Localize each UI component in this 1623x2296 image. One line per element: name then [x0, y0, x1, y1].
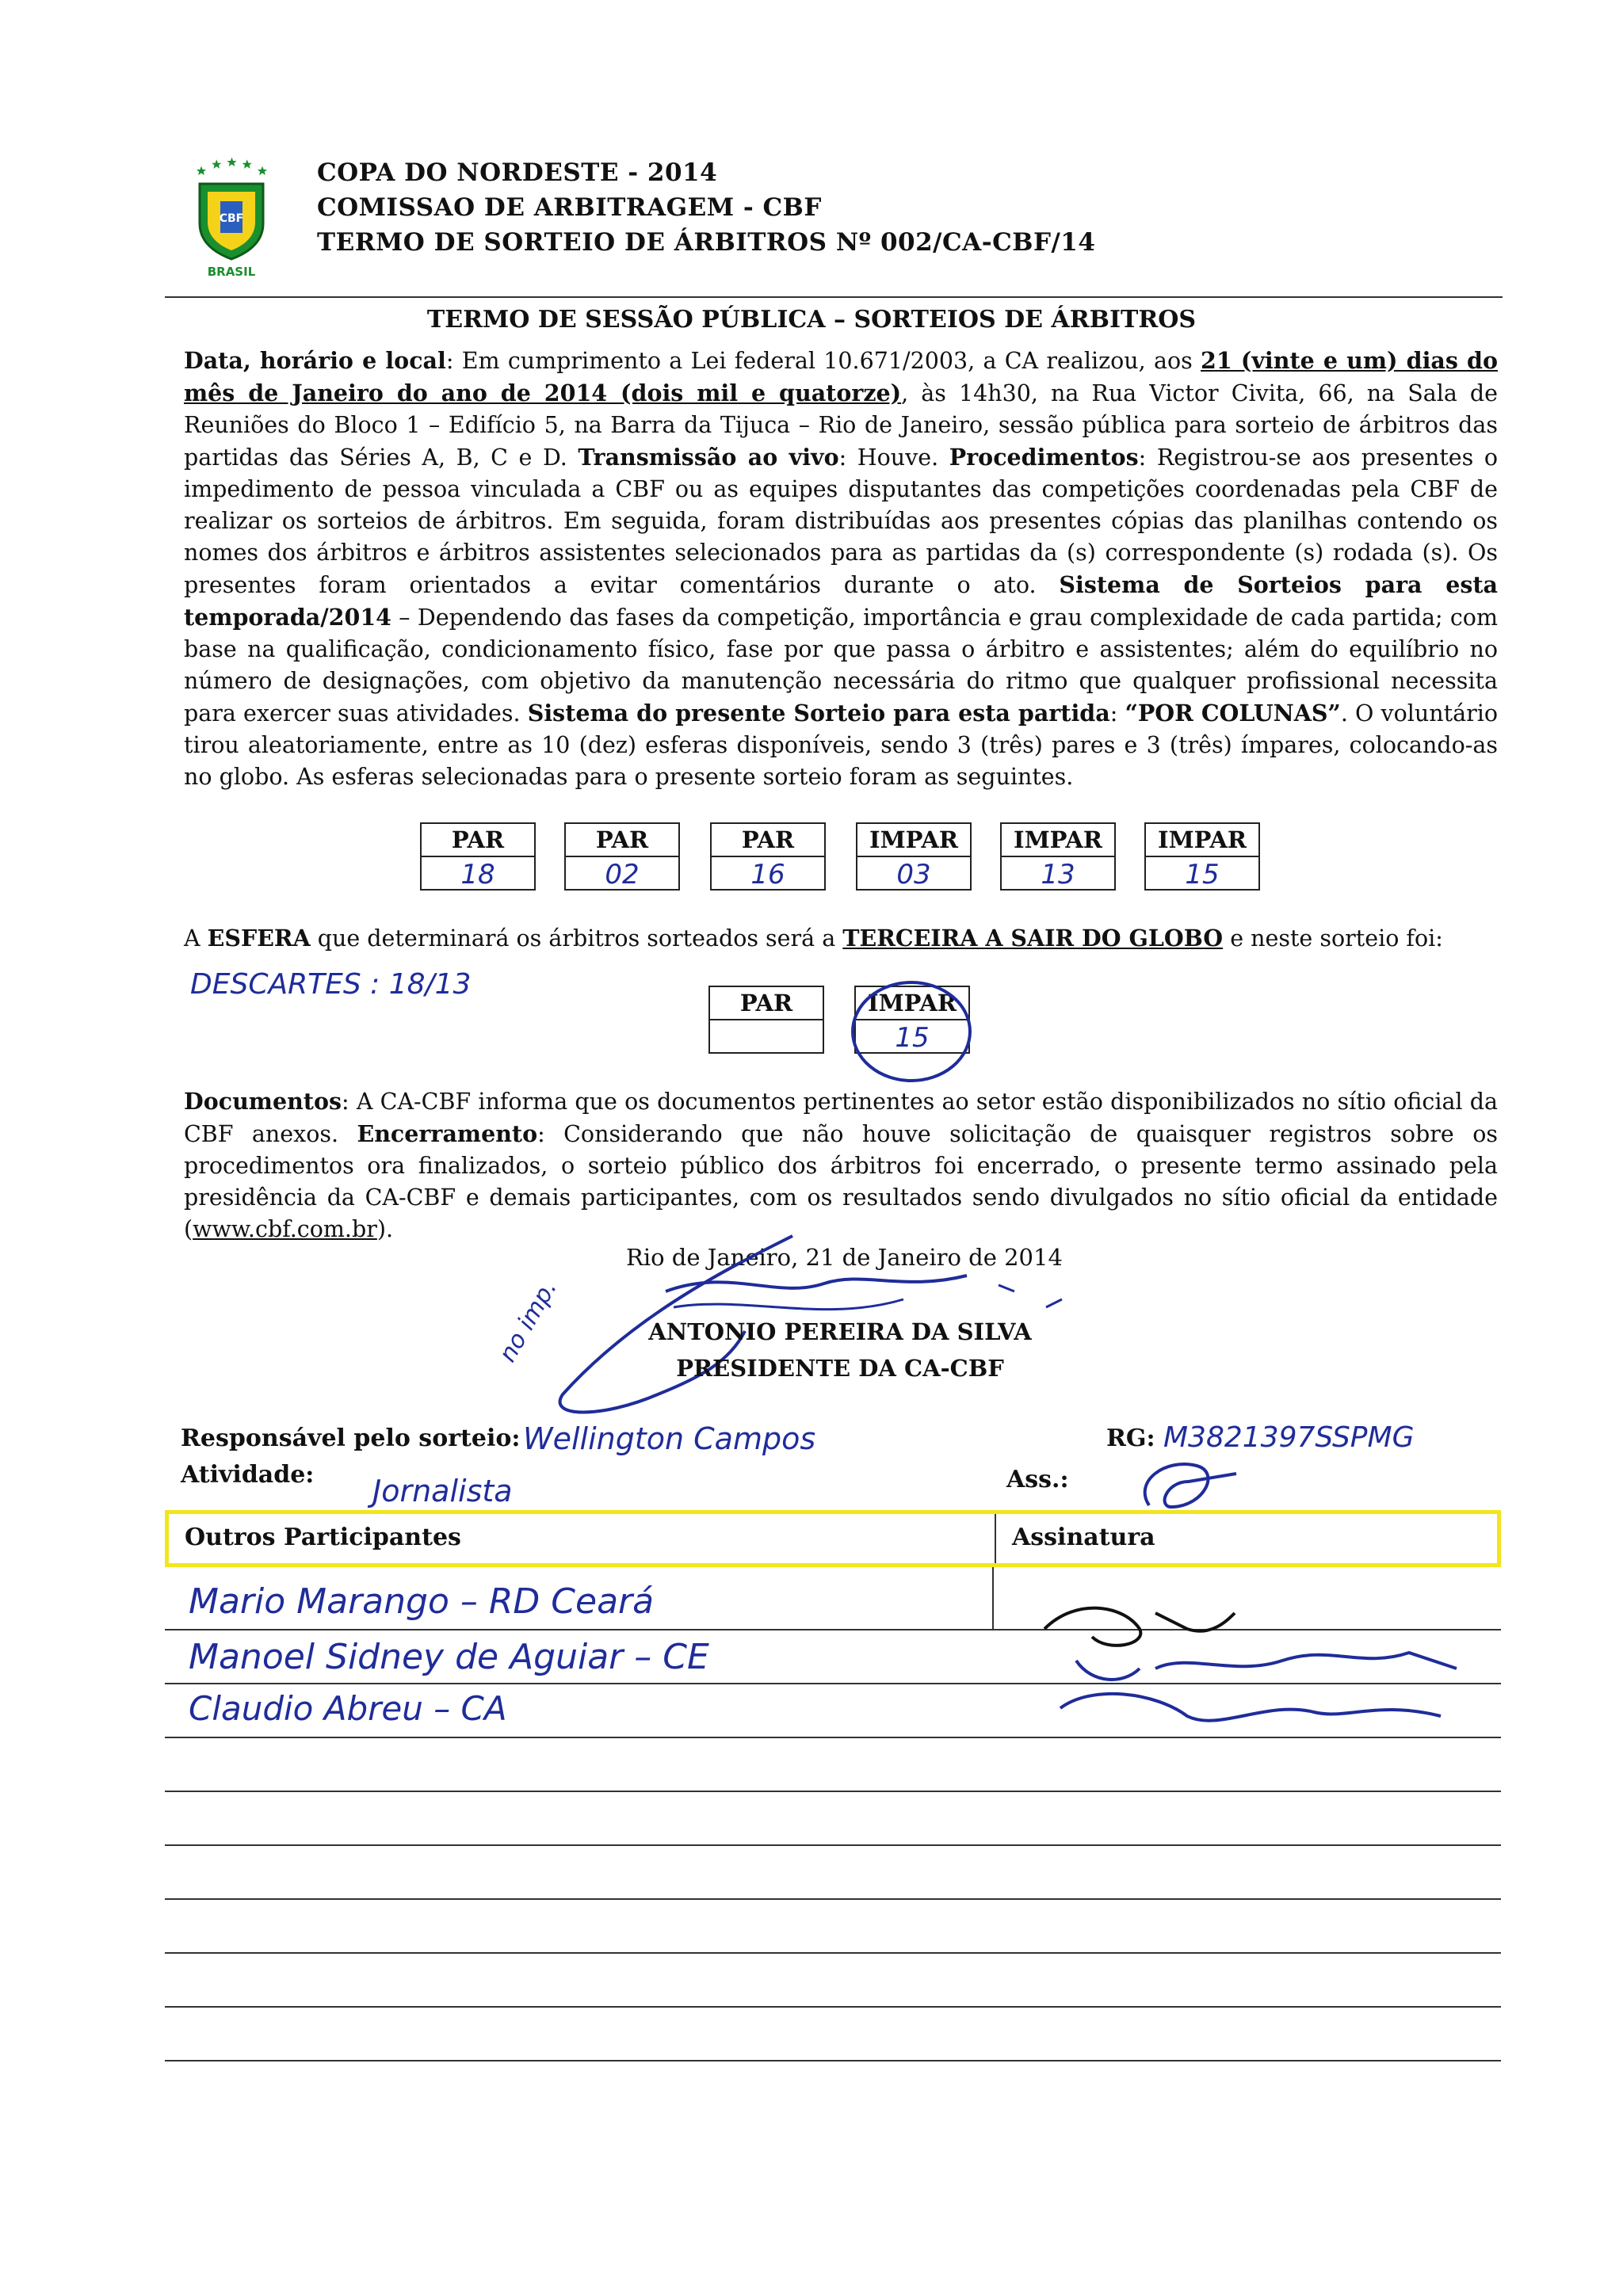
session-paragraph: Data, horário e local: Em cumprimento a Lei federal 10.671/2003, a CA realizou, aos 21 (vinte e um) dias do mês de Janeiro do ano de 2014 (dois mil e quatorze), às 14h30, na Rua Victor Civita, 66, na Sala de Reuniões do Bloco 1 – Edifício 5, na Barra da Tijuca – Rio de Janeiro, sessão pública para sorteio de árbitros das partidas das Séries A, B, C e D. Transmissão ao vivo: Houve. Procedimentos: Registrou-se aos presentes o impedimento de pessoa vinculada a CBF ou as equipes disputantes das competições coordenadas pela CBF de realizar os sorteios de árbitros. Em seguida, foram distribuídas aos presentes cópias das planilhas contendo os nomes dos árbitros e árbitros assistentes selecionados para as partidas da (s) correspondente (s) rodada (s). Os presentes foram orientados a evitar comentários durante o ato. Sistema de Sorteios para esta temporada/2014 – Dependendo das fases da competição, importância e grau complexidade de cada partida; com base na qualificação, condicionamento físico, fase por que passa o árbitro e assistentes; além do equilíbrio no número de designações, com objetivo da manutenção necessária do ritmo que qualquer profissional necessita para exercer suas atividades. Sistema do presente Sorteio para esta partida: “POR COLUNAS”. O voluntário tirou aleatoriamente, entre as 10 (dez) esferas disponíveis, sendo 3 (três) pares e 3 (três) ímpares, colocando-as no globo. As esferas selecionadas para o presente sorteio foram as seguintes.	[184, 347, 1499, 790]
label-sistema: Sistema de Sorteios para esta temporada/2014	[184, 571, 1499, 631]
ball-box: PAR 16	[710, 822, 826, 891]
header-line-1: COPA DO NORDESTE - 2014	[317, 158, 718, 187]
ass-label: Ass.:	[1006, 1466, 1069, 1493]
col-assinatura: Assinatura	[1012, 1524, 1155, 1551]
participant-row: Mario Marango – RD Ceará	[189, 1581, 655, 1622]
ball-box: PAR 18	[420, 822, 536, 891]
atividade-value: Jornalista	[372, 1474, 513, 1508]
participant-row: Manoel Sidney de Aguiar – CE	[189, 1637, 709, 1677]
section-title: TERMO DE SESSÃO PÚBLICA – SORTEIOS DE ÁRBITROS	[426, 306, 1197, 334]
logo-text: BRASIL	[207, 265, 256, 279]
participants-header-row	[165, 1510, 1501, 1567]
svg-text:CBF: CBF	[219, 212, 244, 225]
ball-box: IMPAR 03	[856, 822, 972, 891]
label-procedimentos: Procedimentos	[949, 444, 1139, 471]
ball-box: PAR 02	[564, 822, 680, 891]
result-par-box: PAR	[708, 986, 824, 1054]
atividade-label: Atividade:	[181, 1461, 315, 1489]
place-date: Rio de Janeiro, 21 de Janeiro de 2014	[626, 1244, 1063, 1271]
closing-paragraph: Documentos: A CA-CBF informa que os documentos pertinentes ao setor estão disponibilizados no sítio oficial da CBF anexos. Encerramento: Considerando que não houve solicitação de quaisquer registros sobre os procedimentos ora finalizados, o sorteio público dos árbitros foi encerrado, o presente termo assinado pela presidência da CA-CBF e demais participantes, com os resultados sendo divulgados no sítio oficial da entidade (www.cbf.com.br).	[184, 1088, 1498, 1242]
responsavel-value: Wellington Campos	[523, 1421, 816, 1456]
header-rule	[165, 296, 1503, 298]
label-encerramento: Encerramento	[357, 1120, 538, 1147]
ball-box: IMPAR 15	[1144, 822, 1260, 891]
handwritten-descartes: DESCARTES : 18/13	[190, 968, 472, 1001]
rg-label: RG:	[1106, 1425, 1155, 1452]
handwritten-note: no imp.	[494, 1275, 563, 1367]
col-outros-participantes: Outros Participantes	[185, 1524, 461, 1551]
label-presente-sorteio: Sistema do presente Sorteio para esta partida	[527, 700, 1110, 727]
session-date: 21 (vinte e um) dias do mês de Janeiro do ano de 2014 (dois mil e quatorze)	[184, 347, 1498, 406]
participant-row: Claudio Abreu – CA	[189, 1689, 507, 1728]
esfera-sentence: A ESFERA que determinará os árbitros sorteados será a TERCEIRA A SAIR DO GLOBO e neste sorteio foi:	[184, 925, 1443, 952]
por-colunas: “POR COLUNAS”	[1125, 700, 1341, 727]
rg-value: M3821397SSPMG	[1163, 1421, 1415, 1454]
participant-signatures	[1029, 1581, 1472, 1740]
responsavel-label: Responsável pelo sorteio:	[181, 1425, 521, 1452]
ball-box: IMPAR 13	[1000, 822, 1116, 891]
president-name: ANTONIO PEREIRA DA SILVA	[648, 1318, 1032, 1345]
result-impar-box: IMPAR 15	[854, 986, 970, 1054]
label-documentos: Documentos	[184, 1088, 342, 1115]
cbf-link[interactable]: www.cbf.com.br	[193, 1216, 377, 1242]
label-transmissao: Transmissão ao vivo	[578, 444, 839, 471]
label-data: Data, horário e local	[184, 347, 446, 374]
president-title: PRESIDENTE DA CA-CBF	[676, 1355, 1004, 1382]
cbf-logo	[184, 152, 279, 279]
participants-table	[165, 1510, 1501, 2073]
header-line-2: COMISSAO DE ARBITRAGEM - CBF	[317, 193, 822, 222]
result-circle-mark	[845, 976, 980, 1095]
header-line-3: TERMO DE SORTEIO DE ÁRBITROS Nº 002/CA-CBF/14	[317, 228, 1096, 257]
